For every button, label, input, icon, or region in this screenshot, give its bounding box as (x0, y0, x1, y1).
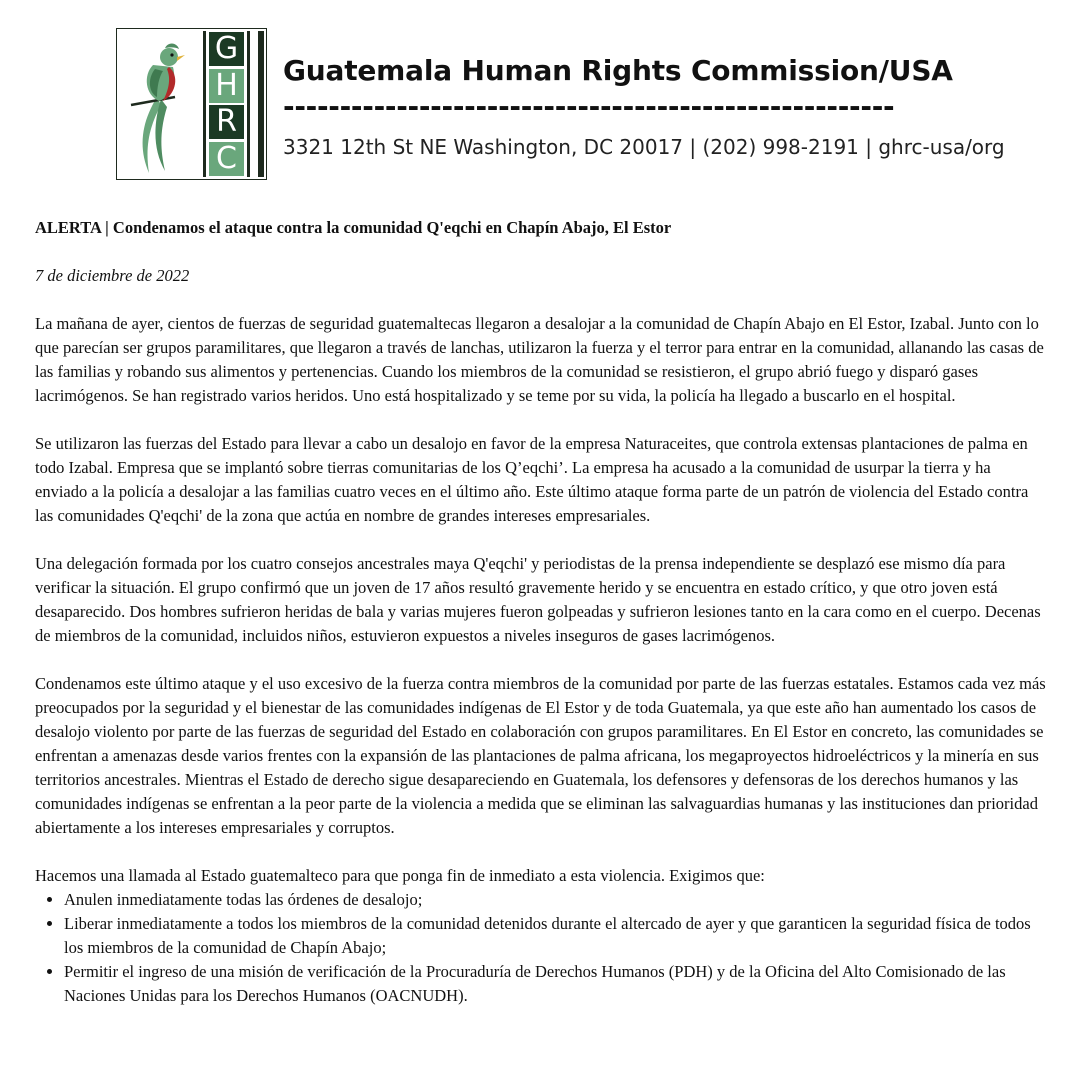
logo-letter-r: R (209, 105, 244, 139)
paragraph-4: Condenamos este último ataque y el uso excesivo de la fuerza contra miembros de la comunidad por parte de las fuerzas estatales. Estamos cada vez más preocupados por la seguridad y el bienestar de las comunidades indígenas de El Estor y de toda Guatemala, ya que este año han aumentado los casos de desalojo violento por parte de las fuerzas de seguridad del Estado en colaboración con grupos paramilitares. En El Estor en concreto, las comunidades se enfrentan a amenazas desde varios frentes con la expansión de las plantaciones de palma africana, los megaproyectos hidroeléctricos y la minería en sus territorios ancestrales. Mientras el Estado de derecho sigue desapareciendo en Guatemala, los defensores y defensoras de los derechos humanos y las comunidades indígenas se enfrentan a la peor parte de la violencia a medida que se eliminan las salvaguardias humanas y las instituciones dan prioridad abiertamente a los intereses empresariales y corruptos. (35, 674, 1046, 837)
logo-letter-g: G (209, 32, 244, 66)
logo-border-bar (258, 31, 264, 177)
logo-letter-c: C (209, 142, 244, 176)
paragraph-3: Una delegación formada por los cuatro consejos ancestrales maya Q'eqchi' y periodistas de la prensa independiente se desplazó ese mismo día para verificar la situación. El grupo confirmó que un joven de 17 años resultó gravemente herido y se encuentra en estado crítico, y que otro joven está desaparecido. Dos hombres sufrieron heridas de bala y varias mujeres fueron golpeadas y sufrieron lesiones tanto en la cara como en el cuerpo. Decenas de miembros de la comunidad, incluidos niños, estuvieron expuestos a niveles inseguros de gases lacrimógenos. (35, 554, 1041, 645)
demands-intro: Hacemos una llamada al Estado guatemalteco para que ponga fin de inmediato a esta violencia. Exigimos que: (35, 866, 765, 885)
org-name: Guatemala Human Rights Commission/USA (283, 54, 953, 87)
quetzal-bird-icon (123, 35, 203, 175)
demands-list (35, 888, 1047, 1008)
article-date: 7 de diciembre de 2022 (35, 266, 190, 285)
article-body (35, 216, 1047, 1008)
demand-item-2: • Liberar inmediatamente a todos los miembros de la comunidad detenidos durante el altercado de ayer y que garanticen la seguridad física de todos los miembros de la comunidad de Chapín Abajo; (64, 912, 1047, 960)
ghrc-logo (116, 28, 267, 180)
paragraph-1: La mañana de ayer, cientos de fuerzas de seguridad guatemaltecas llegaron a desalojar a la comunidad de Chapín Abajo en El Estor, Izabal. Junto con lo que parecían ser grupos paramilitares, que llegaron a través de lanchas, utilizaron la fuerza y el terror para entrar en la comunidad, allanando las casas de las familias y robando sus alimentos y pertenencias. Cuando los miembros de la comunidad se resistieron, el grupo abrió fuego y disparó gases lacrimógenos. Se han registrado varios heridos. Uno está hospitalizado y se teme por su vida, la policía ha llegado a buscarlo en el hospital. (35, 314, 1044, 405)
demand-item-3: • Permitir el ingreso de una misión de verificación de la Procuraduría de Derechos Humanos (PDH) y de la Oficina del Alto Comisionado de las Naciones Unidas para los Derechos Humanos (OACNUDH). (64, 960, 1047, 1008)
logo-letters (203, 31, 250, 177)
logo-letter-h: H (209, 69, 244, 103)
demand-item-1: • Anulen inmediatamente todas las órdenes de desalojo; (64, 888, 1047, 912)
paragraph-2: Se utilizaron las fuerzas del Estado para llevar a cabo un desalojo en favor de la empresa Naturaceites, que controla extensas plantaciones de palma en todo Izabal. Empresa que se implantó sobre tierras comunitarias de los Q’eqchi’. La empresa ha acusado a la comunidad de usurpar la tierra y ha enviado a la policía a desalojar a las familias cuatro veces en el último año. Este último ataque forma parte de un patrón de violencia del Estado contra las comunidades Q'eqchi' de la zona que actúa en nombre de grandes intereses empresariales. (35, 434, 1029, 525)
article-headline: ALERTA | Condenamos el ataque contra la comunidad Q'eqchi en Chapín Abajo, El Estor (35, 218, 672, 237)
org-rule: ------------------------------------------------------ (283, 90, 895, 123)
org-contact: 3321 12th St NE Washington, DC 20017 | (202) 998-2191 | ghrc-usa/org (283, 135, 1005, 159)
letterhead (0, 0, 1080, 200)
